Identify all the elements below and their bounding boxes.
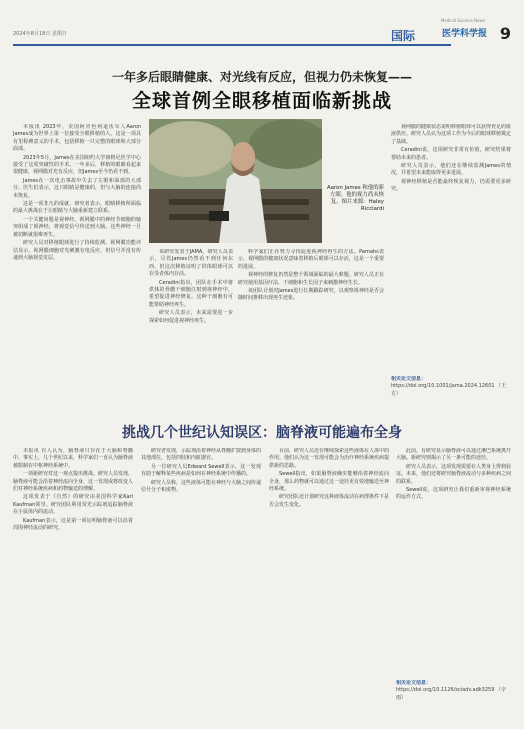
article2-column-4 <box>396 448 511 676</box>
paragraph: 视神经移植是否能最终恢复视力，仍需要更多研究。 <box>391 178 511 193</box>
paragraph: 本报讯 2023年，美国阿肯色州退伍军人Aaron James成为世界上第一位接受全眼移植的人，这是一项具有里程碑意义的手术，包括移植一只完整的眼球和大部分面部。 <box>13 124 141 153</box>
article1-column-1 <box>13 124 141 414</box>
article1-column-4 <box>391 124 511 374</box>
paragraph: 一项新研究对这一观点提出挑战。研究人员发现，脑脊液可能会沿着神经流向全身，这一发现或将改变人们对神经系统疾病和药物输送的理解。 <box>13 471 133 493</box>
issue-date: 2024年8月18日 星期日 <box>13 31 67 37</box>
source-link[interactable]: https://doi.org/10.1001/jama.2024.12601 <box>391 383 495 390</box>
paragraph: 研究人员表示，这项发现需要在人类身上得到验证。未来，他们还将研究脑脊液流动与多种疾病之间的联系。 <box>396 463 511 485</box>
paragraph: 视神经的修复仍然是整个领域面临的最大难题。研究人员正在研究使用基因疗法、干细胞和生长因子来刺激神经生长。 <box>238 272 384 286</box>
article2-title: 挑战几个世纪认知误区：脑脊液可能遍布全身 <box>122 425 402 441</box>
author: （王方） <box>391 383 507 397</box>
paragraph: 该团队计划对James进行长期跟踪研究，以观察视神经是否会随时间推移出现再生迹象。 <box>238 288 384 302</box>
paragraph: 研究者发现，示踪剂沿着神经从脊髓扩散到身体的其他部位，包括四肢和内脏器官。 <box>141 448 261 462</box>
paragraph: 科学家们正在努力寻找促进视神经再生的方法。Pamahs表示，视网膜的健康状况意味着移植后眼球可以存活，这是一个重要的进展。 <box>238 249 384 270</box>
photo-caption: Aaron James 和他的新左眼。他的视力尚未恢复。图片来源：Haley Ricciardi <box>326 185 384 212</box>
paragraph: 此前，有研究显示脑脊液可以通过淋巴系统离开大脑。新研究则揭示了另一条可能的途径。 <box>396 448 511 462</box>
page-header <box>13 18 511 44</box>
paragraph: 研究人员称，这些液体可能在神经与大脑之间传递信号分子和废物。 <box>141 479 261 494</box>
article2-column-3 <box>269 448 389 718</box>
paragraph: 2023年5月，James在美国纽约大学朗格尼医学中心接受了这项突破性的手术。一年多后，移植的眼睛看起来很健康，视网膜对光有反应，但James至今仍看不到。 <box>13 154 141 176</box>
paragraph: 另一位研究人员Edward Sewell表示，这一发现有助于解释某些疾病是如何在神经系统中传播的。 <box>141 463 261 478</box>
photo-illustration <box>149 119 322 243</box>
paragraph: 这是一项非凡的成就，研究者表示，眼睛移植所面临的最大挑战在于让眼睛与大脑重新建立联系。 <box>13 201 141 215</box>
paragraph: 研究人员表示，他们还在继续监测James的情况，并希望未来能取得更多进展。 <box>391 163 511 177</box>
masthead-english: Medical Science News <box>440 18 485 23</box>
paragraph: 这项发表于《自然》的研究由美国科学家Karl Kaufman领导。研究团队利用荧光示踪剂追踪脑脊液在小鼠体内的流动。 <box>13 494 133 516</box>
paragraph: 视网膜的健康状态说明移植眼球可以获得充足的血液供应。研究人员认为这项工作为今后的眼球移植奠定了基础。 <box>391 124 511 145</box>
paragraph: James在一次电击事故中失去了左眼和面部的大部分。医生们表示，这只眼睛是健康的，但与大脑的连接尚未恢复。 <box>13 177 141 199</box>
article1-column-3 <box>238 249 384 413</box>
author: （辛雨） <box>396 687 506 701</box>
paragraph: Ceradini指出，团队在手术中将供体的骨髓干细胞注射到视神经中，希望促进神经修复。这种干细胞有可能帮助神经再生。 <box>149 279 233 308</box>
paragraph: Sewell说，这项研究让我们重新审视神经系统的运作方式。 <box>396 487 511 501</box>
article1-title: 全球首例全眼移植面临新挑战 <box>131 90 392 112</box>
source-label: 相关论文信息： <box>391 376 427 382</box>
paragraph: 该研究发表于JAMA。研究人员表示，尽管James仍然看不到任何东西，但这次移植证明了供体眼球可以在受者体内存活。 <box>149 249 233 278</box>
article1-column-2 <box>149 249 233 413</box>
paragraph: 研究人员表示，未来需要进一步探索如何促进视神经再生。 <box>149 310 233 324</box>
header-rule <box>13 44 451 46</box>
paragraph: 一个关键问题是视神经。视网膜中的神经节细胞的轴突组成了视神经，将视觉信号传送到大脑。这些神经一旦被切断就很难再生。 <box>13 216 141 238</box>
paragraph: 本报讯 有人认为，脑脊液只存在于大脑和脊髓中。事实上，几个世纪以来，科学家们一直认为脑脊液被限制在中枢神经系统中。 <box>13 448 133 469</box>
article1-source <box>391 376 511 406</box>
page-number: 9 <box>499 24 511 43</box>
article-photo <box>149 119 322 243</box>
paragraph: 研究人员对移植眼球进行了持续监测。视网膜功能评估显示，视网膜细胞对光刺激有电反应，但信号并没有传递到大脑视觉皮层。 <box>13 240 141 261</box>
paragraph: 目前，研究人员还在继续探索这些液体在人体中的作用。他们认为这一发现可能会为治疗神经系统疾病提供新的思路。 <box>269 448 389 469</box>
paragraph: Ceradini说，这项研究非常有价值，研究结果将帮助未来的患者。 <box>391 147 511 161</box>
paragraph: 研究团队还计划研究这种液体流动在病理条件下是否会发生变化。 <box>269 494 389 508</box>
masthead: 医学科学报 <box>441 29 487 39</box>
article1-subtitle: 一年多后眼睛健康、对光线有反应，但视力仍未恢复—— <box>111 70 412 84</box>
section-label: 国际 <box>390 29 415 43</box>
article2-column-1 <box>13 448 133 718</box>
article2-source <box>396 680 511 718</box>
source-link[interactable]: https://doi.org/10.1126/sciadv.adk3259 <box>396 687 495 694</box>
paragraph: Sewell指出，如果脑脊液确实能够沿着神经流向全身，那么药物就可以通过这一途径更有效地输送至神经系统。 <box>269 471 389 493</box>
paragraph: Kaufman表示，这是第一项证明脑脊液可以沿着周围神经流动的研究。 <box>13 517 133 532</box>
article2-column-2 <box>141 448 261 718</box>
source-label: 相关论文信息： <box>396 680 432 686</box>
